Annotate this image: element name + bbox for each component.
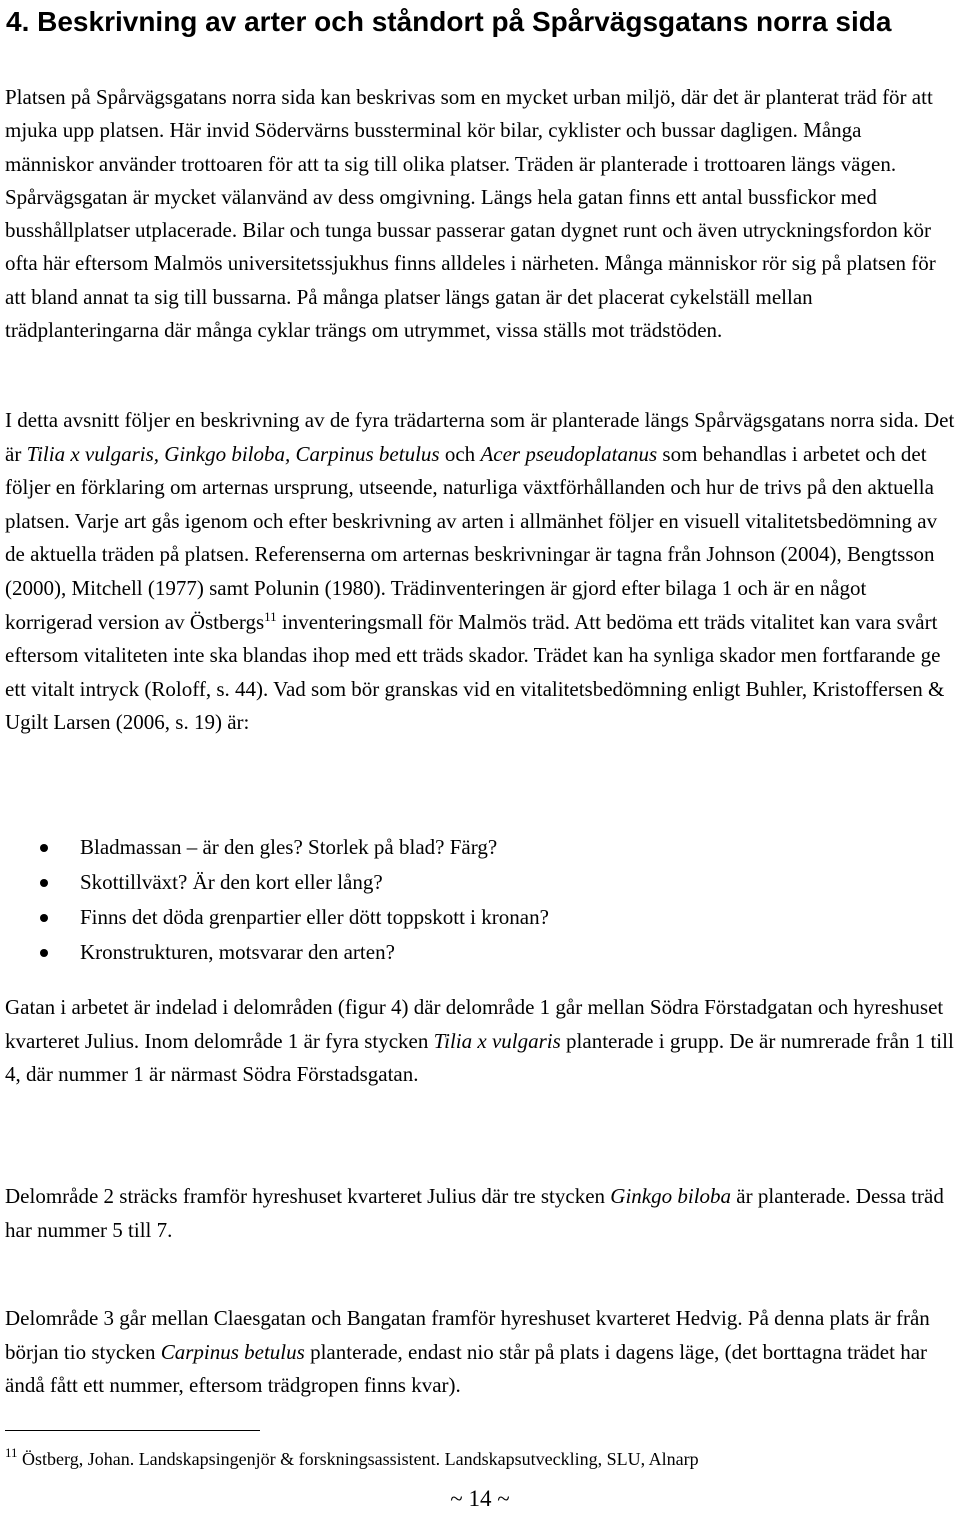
paragraph-site-description: Platsen på Spårvägsgatans norra sida kan beskrivas som en mycket urban miljö, där det är planterat träd för att mjuka upp platsen. Här invid Södervärns bussterminal kör bilar, cyklister och bussar dagligen. Många människor använder trottoaren för att ta sig till olika platser. Träden är planterade i trottoaren längs vägen. Spårvägsgatan är mycket välanvänd av dess omgivning. Längs hela gatan finns ett antal bussfickor med busshållplatser utplacerade. Bilar och tunga bussar passerar gatan dygnet runt och även utryckningsfordon kör ofta här eftersom Malmös universitetssjukhus finns alldeles i närheten. Många människor rör sig på platsen för att bland annat ta sig till bussarna. På många platser längs gatan är det placerat cykelställ mellan trädplanteringarna där många cyklar trängs om utrymmet, vissa ställs mot trädstöden. [5,85,936,343]
text-run: Delområde 2 sträcks framför hyreshuset kvarteret Julius där tre stycken [5,1184,611,1208]
species-names: Tilia x vulgaris, Ginkgo biloba, Carpinus betulus [26,441,440,466]
list-item: Bladmassan – är den gles? Storlek på blad? Färg? [0,830,940,865]
footnote-number: 11 [5,1445,18,1460]
text-run: inventeringsmall för Malmös träd. Att bedöma ett träds vitalitet kan vara svårt eftersom vitaliteten inte ska blandas ihop med ett träds skador. Trädet kan ha synliga skador men fortfarande ge ett vitalt intryck (Roloff, s. 44). Vad som bör granskas vid en vitalitetsbedömning enligt Buhler, Kristoffersen & Ugilt Larsen (2006, s. 19) är: [5,609,945,735]
text-run: I detta avsnitt följer en beskrivning av de fyra trädarterna som är planterade längs Spårvägsgatans norra sida. Det är [5,408,955,466]
footnote-reference: 11 [264,608,277,624]
footnote [5,1446,955,1472]
paragraph-species-intro [5,404,955,740]
text-run: planterade, endast nio står på plats i dagens läge, (det borttagna trädet har ändå fått ett nummer, eftersom trädgropen finns kvar). [5,1339,928,1397]
text-run: och [439,441,481,466]
list-item: Finns det döda grenpartier eller dött toppskott i kronan? [0,900,940,935]
list-item: Skottillväxt? Är den kort eller lång? [0,865,940,900]
text-run: som behandlas i arbetet och det följer en förklaring om arternas ursprung, utseende, naturliga växtförhållanden och hur de trivs på den aktuella platsen. Varje art gås igenom och efter beskrivning av arten i allmänhet följer en visuell vitalitetsbedömning av de aktuella träden på platsen. Referenserna om arternas beskrivningar är tagna från Johnson (2004), Bengtsson (2000), Mitchell (1977) samt Polunin (1980). Trädinventeringen är gjord efter bilaga 1 och är en något korrigerad version av Östbergs [5,441,938,634]
text-run: planterade i grupp. De är numrerade från 1 till 4, där nummer 1 är närmast Södra Förstadsgatan. [5,1028,954,1086]
species-name: Carpinus betulus [160,1339,305,1364]
paragraph-subarea-1 [5,991,955,1092]
text-run: är planterade. Dessa träd har nummer 5 till 7. [5,1184,944,1242]
species-name: Acer pseudoplatanus [480,441,658,466]
text-run: Gatan i arbetet är indelad i delområden (figur 4) där delområde 1 går mellan Södra Förstadgatan och hyreshuset kvarteret Julius. Inom delområde 1 är fyra stycken [5,995,944,1053]
text-run: Delområde 3 går mellan Claesgatan och Bangatan framför hyreshuset kvarteret Hedvig. På denna plats är från början tio stycken [5,1306,930,1364]
section-heading: 4. Beskrivning av arter och ståndort på Spårvägsgatans norra sida [6,6,892,37]
paragraph-subarea-3 [5,1302,955,1403]
list-item: Kronstrukturen, motsvarar den arten? [0,935,940,970]
vitality-criteria-list [0,830,940,970]
footnote-divider [5,1430,260,1431]
page-number: ~ 14 ~ [450,1486,510,1511]
footnote-text: Östberg, Johan. Landskapsingenjör & forskningsassistent. Landskapsutveckling, SLU, Alnarp [17,1449,699,1469]
paragraph-subarea-2 [5,1180,955,1247]
species-name: Tilia x vulgaris [433,1028,561,1053]
species-name: Ginkgo biloba [610,1184,732,1208]
